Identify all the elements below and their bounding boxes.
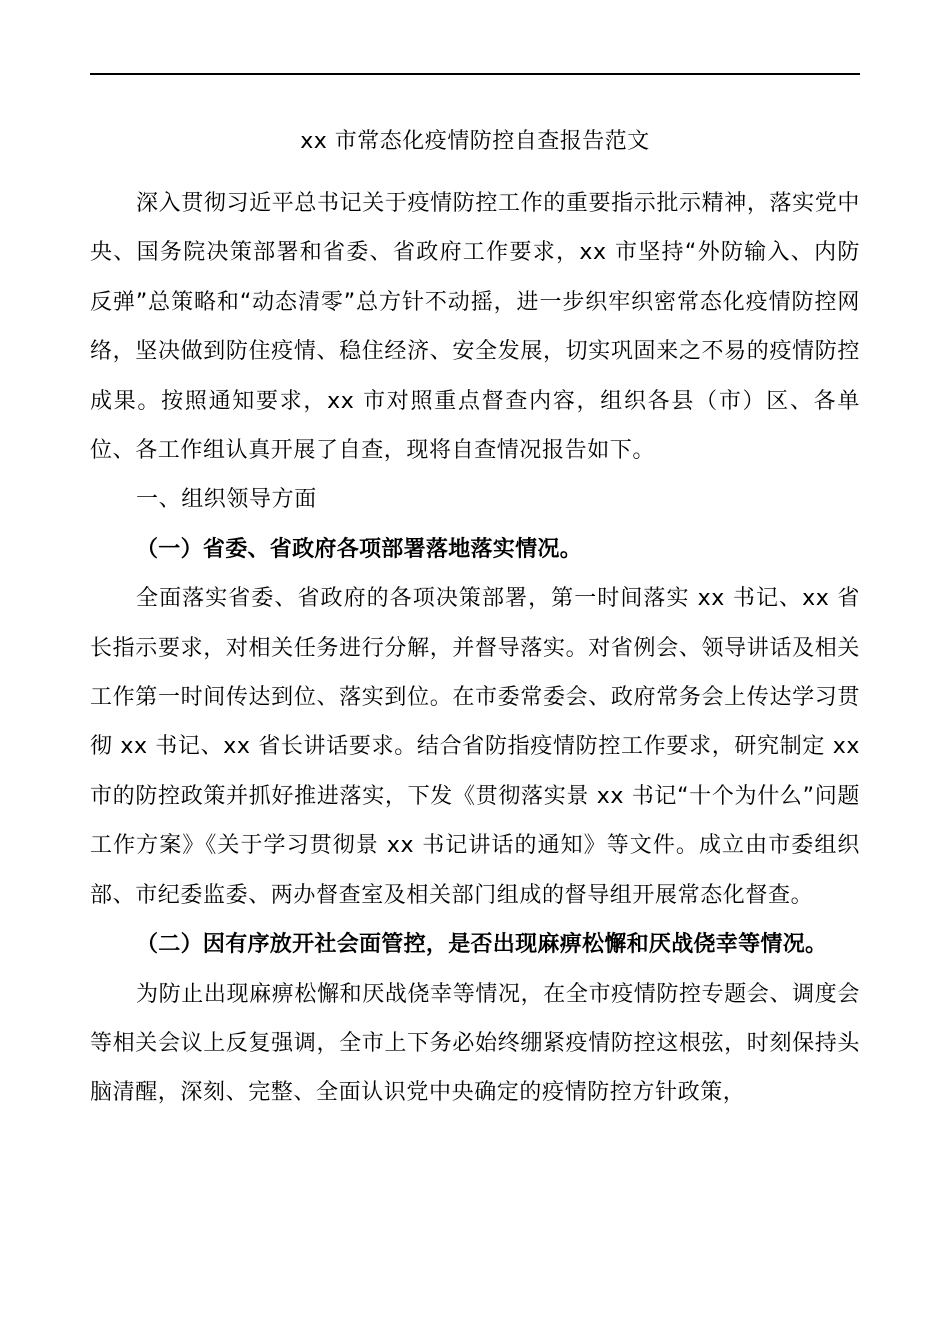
document-title: xx 市常态化疫情防控自查报告范文: [300, 129, 650, 154]
subsection-1-paragraph: 全面落实省委、省政府的各项决策部署，第一时间落实 xx 书记、xx 省长指示要求，对相关任务进行分解，并督导落实。对省例会、领导讲话及相关工作第一时间传达到位、落实到位。在市委常委会、政府常务会上传达学习贯彻 xx 书记、xx 省长讲话要求。结合省防指疫情防控工作要求，研究制定 xx 市的防控政策并抓好推进落实，下发《贯彻落实景 xx 书记“十个为什么”问题工作方案》《关于学习贯彻景 xx 书记讲话的通知》等文件。成立由市委组织部、市纪委监委、两办督查室及相关部门组成的督导组开展常态化督查。: [90, 586, 860, 908]
document-body: [90, 179, 860, 1118]
intro-paragraph: 深入贯彻习近平总书记关于疫情防控工作的重要指示批示精神，落实党中央、国务院决策部署和省委、省政府工作要求，xx 市坚持“外防输入、内防反弹”总策略和“动态清零”总方针不动摇，进一步织牢织密常态化疫情防控网络，坚决做到防住疫情、稳住经济、安全发展，切实巩固来之不易的疫情防控成果。按照通知要求，xx 市对照重点督查内容，组织各县（市）区、各单位、各工作组认真开展了自查，现将自查情况报告如下。: [90, 191, 860, 464]
subsection-heading-1: （一）省委、省政府各项部署落地落实情况。: [136, 536, 583, 562]
subsection-2-paragraph: 为防止出现麻痹松懈和厌战侥幸等情况，在全市疫情防控专题会、调度会等相关会议上反复强调，全市上下务必始终绷紧疫情防控这根弦，时刻保持头脑清醒，深刻、完整、全面认识党中央确定的疫情防控方针政策，: [90, 981, 860, 1106]
subsection-heading-2: （二）因有序放开社会面管控，是否出现麻痹松懈和厌战侥幸等情况。: [136, 932, 828, 958]
header-rule: [90, 73, 860, 75]
section-heading-organization: 一、组织领导方面: [136, 487, 317, 513]
